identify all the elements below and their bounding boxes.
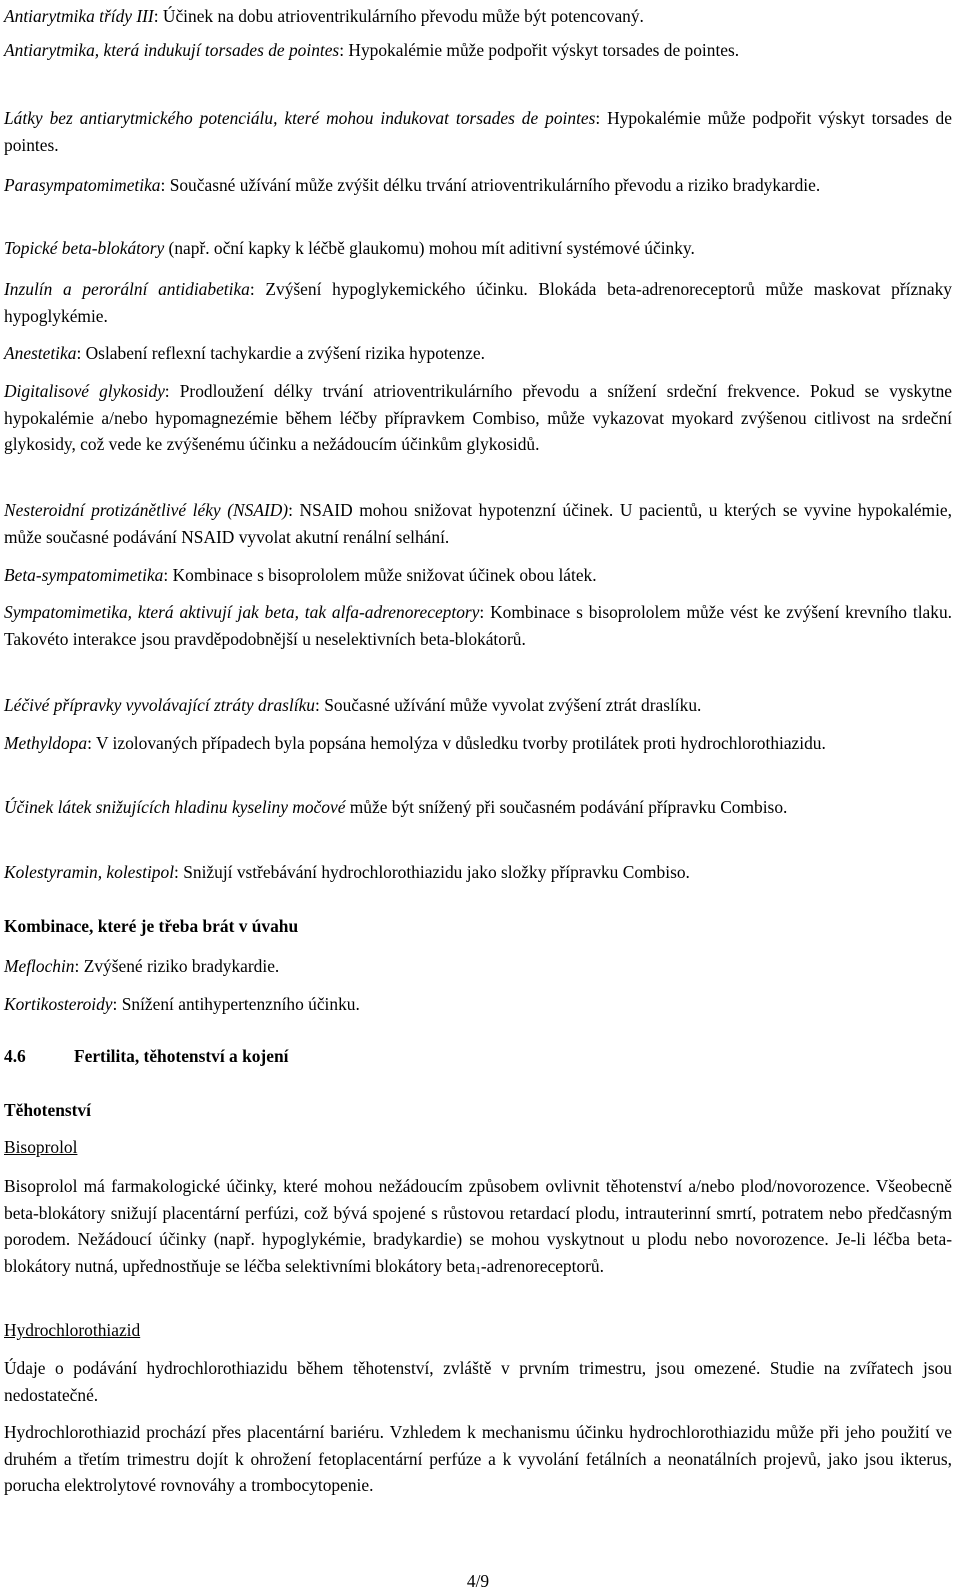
interaction-paragraph: Nesteroidní protizánětlivé léky (NSAID): NSAID mohou snižovat hypotenzní účinek. U pacientů, u kterých se vyvine hypokalémie, může současné podávání NSAID vyvolat akutní renální selhání. <box>4 500 952 547</box>
interaction-paragraph: Digitalisové glykosidy: Prodloužení délky trvání atrioventrikulárního převodu a snížení srdeční frekvence. Pokud se vyskytne hypokalémie a/nebo hypomagnezémie během léčby přípravkem Combiso, může vykazovat myokard zvýšenou citlivost na srdeční glykosidy, což vede ke zvýšenému účinku a nežádoucím účinkům glykosidů. <box>4 381 952 454</box>
section-number: 4.6 <box>4 1046 26 1066</box>
interaction-paragraph: Léčivé přípravky vyvolávající ztráty draslíku: Současné užívání může vyvolat zvýšení ztrát draslíku. <box>4 695 702 715</box>
interaction-paragraph: Sympatomimetika, která aktivují jak beta, tak alfa-adrenoreceptory: Kombinace s bisoprololem může vést ke zvýšení krevního tlaku. Takovéto interakce jsou pravděpodobnější u neselektivních beta-blokátorů. <box>4 602 952 649</box>
interaction-paragraph: Látky bez antiarytmického potenciálu, které mohou indukovat torsades de pointes: Hypokalémie může podpořit výskyt torsades de pointes. <box>4 108 952 155</box>
interaction-paragraph: Inzulín a perorální antidiabetika: Zvýšení hypoglykemického účinku. Blokáda beta-adrenoreceptorů může maskovat příznaky hypoglykémie. <box>4 279 952 326</box>
bisoprolol-paragraph: Bisoprolol má farmakologické účinky, které mohou nežádoucím způsobem ovlivnit těhotenství a/nebo plod/novorozence. Všeobecně beta-blokátory snižují placentární perfúzi, což bývá spojené s růstovou retardací plodu, intrauterinní smrtí, potratem nebo předčasným porodem. Nežádoucí účinky (např. hypoglykémie, bradykardie) se mohou vyskytnout u plodu nebo novorozence. Je-li léčba beta-blokátory nutná, upřednostňuje se léčba selektivními blokátory beta$_1$-adrenoreceptorů. <box>4 1176 952 1277</box>
page-number: 4/9 <box>466 1571 490 1592</box>
combination-paragraph: Kortikosteroidy: Snížení antihypertenzního účinku. <box>4 994 360 1014</box>
hydrochlorothiazid-paragraph: Hydrochlorothiazid prochází přes placentární bariéru. Vzhledem k mechanismu účinku hydrochlorothiazidu může při jeho použití ve druhém a třetím trimestru dojít k ohrožení fetoplacentární perfúze a k vyvolání fetálních a neonatálních projevů, jako jsou ikterus, porucha elektrolytové rovnováhy a trombocytopenie. <box>4 1422 952 1495</box>
bisoprolol-subheading: Bisoprolol <box>4 1137 78 1157</box>
section-heading <box>4 1043 288 1069</box>
interaction-paragraph: Kolestyramin, kolestipol: Snižují vstřebávání hydrochlorothiazidu jako složky přípravku Combiso. <box>4 862 690 882</box>
section-title: Fertilita, těhotenství a kojení <box>74 1046 289 1066</box>
hydrochlorothiazid-subheading: Hydrochlorothiazid <box>4 1320 141 1340</box>
combination-paragraph: Meflochin: Zvýšené riziko bradykardie. <box>4 956 280 976</box>
interaction-paragraph: Antiarytmika, která indukují torsades de pointes: Hypokalémie může podpořit výskyt torsades de pointes. <box>4 40 740 60</box>
interaction-paragraph: Beta-sympatomimetika: Kombinace s bisoprololem může snižovat účinek obou látek. <box>4 565 597 585</box>
hydrochlorothiazid-paragraph: Údaje o podávání hydrochlorothiazidu během těhotenství, zvláště v prvním trimestru, jsou omezené. Studie na zvířatech jsou nedostatečné. <box>4 1358 952 1405</box>
interaction-paragraph: Antiarytmika třídy III: Účinek na dobu atrioventrikulárního převodu může být potencovaný. <box>4 6 644 26</box>
interaction-paragraph: Topické beta-blokátory (např. oční kapky k léčbě glaukomu) mohou mít aditivní systémové účinky. <box>4 238 695 258</box>
interaction-paragraph: Anestetika: Oslabení reflexní tachykardie a zvýšení rizika hypotenze. <box>4 343 485 363</box>
combinations-heading: Kombinace, které je třeba brát v úvahu <box>4 916 299 936</box>
interaction-paragraph: Methyldopa: V izolovaných případech byla popsána hemolýza v důsledku tvorby protilátek proti hydrochlorothiazidu. <box>4 733 826 753</box>
interaction-paragraph: Parasympatomimetika: Současné užívání může zvýšit délku trvání atrioventrikulárního převodu a riziko bradykardie. <box>4 175 821 195</box>
pregnancy-heading: Těhotenství <box>4 1100 91 1120</box>
interaction-paragraph: Účinek látek snižujících hladinu kyseliny močové může být snížený při současném podávání přípravku Combiso. <box>4 797 788 817</box>
